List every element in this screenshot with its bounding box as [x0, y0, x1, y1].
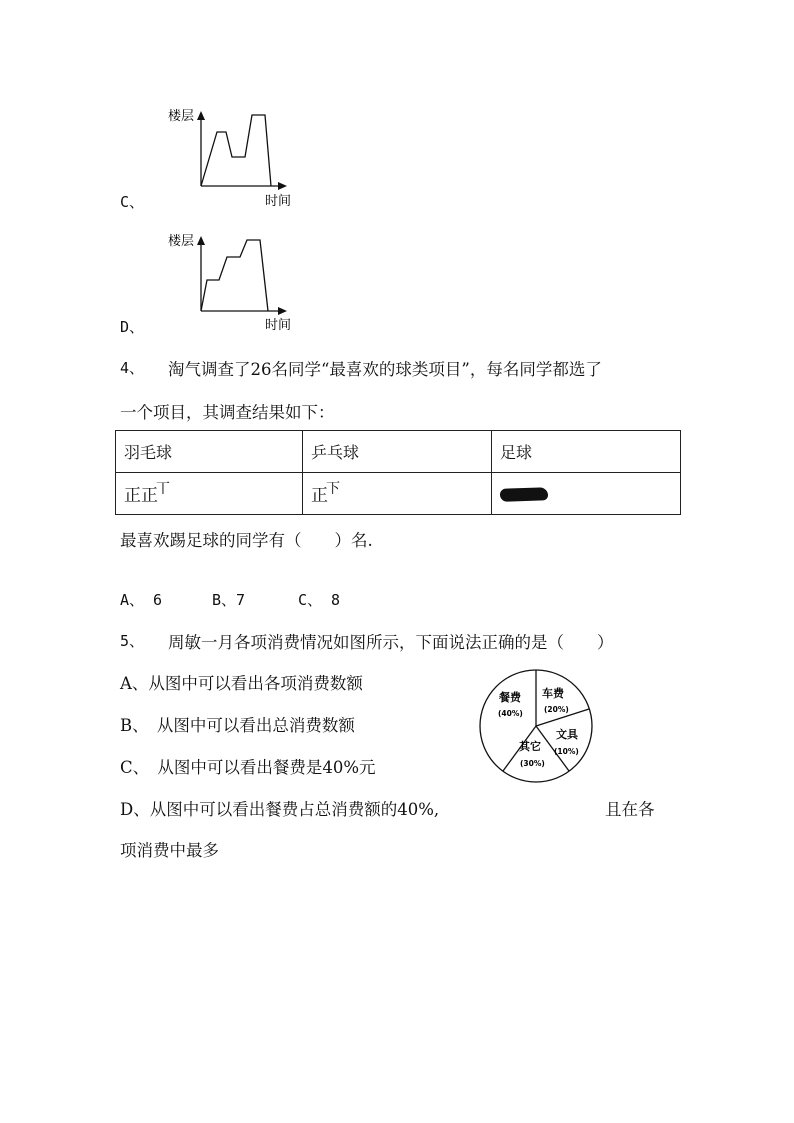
- graph-d-y-label: 楼层: [168, 234, 195, 249]
- graph-c-line: [201, 115, 271, 186]
- q4-option-c: C、 8: [298, 591, 341, 609]
- graph-c-x-label: 时间: [265, 194, 292, 209]
- q4-stem-line2: 一个项目，其调查结果如下：: [120, 403, 335, 422]
- tally-football-obscured: [492, 473, 681, 515]
- header-badminton: 羽毛球: [116, 431, 303, 473]
- q4-number: 4、: [120, 359, 145, 377]
- floor-time-graph-c: [165, 100, 305, 215]
- q5-option-a: A、从图中可以看出各项消费数额: [120, 674, 363, 693]
- slice-pct-canfei: (40%): [498, 709, 523, 718]
- tally-badminton: [116, 473, 303, 515]
- slice-pct-chefei: (20%): [544, 705, 569, 714]
- q5-option-d: D、从图中可以看出餐费占总消费额的40%,: [120, 800, 440, 819]
- table-tally-row: [116, 473, 681, 515]
- graph-d-x-label: 时间: [265, 318, 292, 333]
- header-pingpong: 乒乓球: [303, 431, 492, 473]
- survey-table: [115, 430, 681, 515]
- slice-label-chefei: 车费: [542, 687, 564, 700]
- q5-option-b: B、 从图中可以看出总消费数额: [120, 716, 355, 735]
- q5-number: 5、: [120, 632, 145, 650]
- tally-pingpong-extra: 下: [326, 481, 340, 497]
- q5-option-d-tail: 且在各: [605, 800, 655, 819]
- graph-d-x-arrow: [278, 307, 287, 315]
- option-c-graph-label: C、: [120, 193, 145, 211]
- q5-stem: 周敏一月各项消费情况如图所示，下面说法正确的是（ ）: [168, 633, 614, 652]
- q4-question: 最喜欢踢足球的同学有（ ）名.: [120, 531, 373, 550]
- tally-badminton-main: 正正: [124, 486, 158, 506]
- ink-smudge: [500, 487, 548, 502]
- q4-option-b: B、7: [212, 591, 246, 609]
- graph-d-line: [201, 240, 268, 311]
- q5-option-c: C、 从图中可以看出餐费是40%元: [120, 758, 376, 777]
- slice-pct-wenju: (10%): [554, 747, 579, 756]
- slice-label-canfei: 餐费: [499, 691, 521, 704]
- q5-option-d-line2: 项消费中最多: [120, 841, 219, 860]
- q4-option-a: A、 6: [120, 591, 163, 609]
- graph-c-x-arrow: [278, 182, 287, 190]
- floor-time-graph-d: [165, 225, 305, 340]
- expense-pie-chart: [478, 668, 594, 784]
- slice-label-wenju: 文具: [556, 728, 578, 741]
- table-header-row: [116, 431, 681, 473]
- header-football: 足球: [492, 431, 681, 473]
- graph-c-y-arrow: [197, 111, 205, 120]
- slice-label-qita: 其它: [519, 740, 541, 753]
- slice-pct-qita: (30%): [520, 759, 545, 768]
- graph-d-y-arrow: [197, 236, 205, 245]
- graph-c-y-label: 楼层: [168, 109, 195, 124]
- q4-stem-line1: 淘气调查了26名同学“最喜欢的球类项目”，每名同学都选了: [168, 360, 602, 379]
- tally-pingpong: [303, 473, 492, 515]
- tally-badminton-extra: 丅: [156, 481, 170, 497]
- option-d-graph-label: D、: [120, 318, 145, 336]
- tally-pingpong-main: 正: [311, 486, 328, 506]
